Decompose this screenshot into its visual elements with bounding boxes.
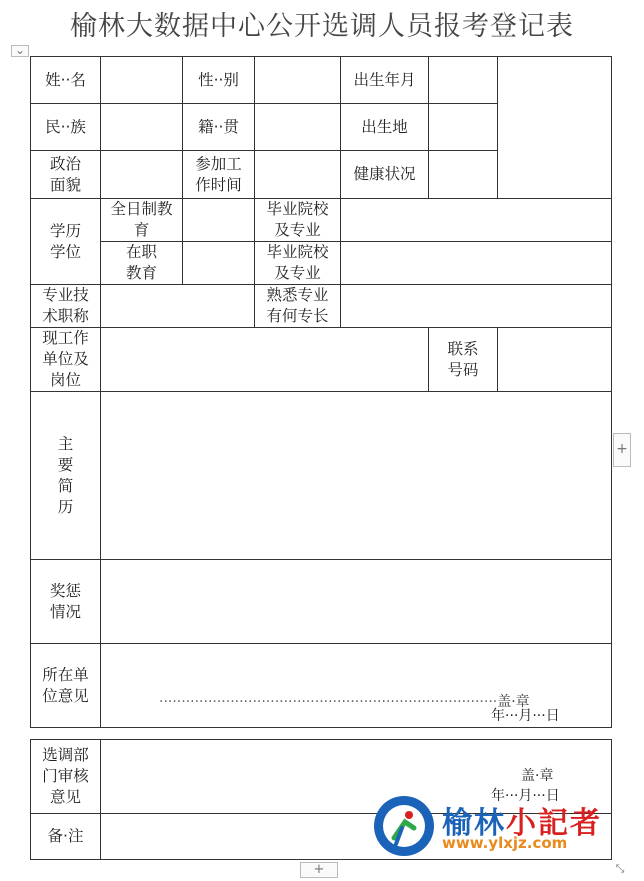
- field-expertise[interactable]: [341, 285, 612, 328]
- field-current-unit[interactable]: [101, 328, 429, 392]
- label-prof-title: 专业技 术职称: [31, 285, 101, 328]
- field-ethnicity[interactable]: [101, 104, 183, 151]
- field-school-2[interactable]: [341, 242, 612, 285]
- field-resume[interactable]: [101, 392, 612, 560]
- label-ethnicity: 民··族: [31, 104, 101, 151]
- field-birthplace[interactable]: [429, 104, 498, 151]
- field-name[interactable]: [101, 57, 183, 104]
- field-origin[interactable]: [255, 104, 341, 151]
- resize-handle[interactable]: ⤡: [615, 862, 625, 875]
- field-fulltime[interactable]: [183, 199, 255, 242]
- label-school-1: 毕业院校 及专业: [255, 199, 341, 242]
- watermark-url: www.ylxjz.com: [442, 834, 568, 852]
- label-education: 学历 学位: [31, 199, 101, 285]
- field-contact[interactable]: [498, 328, 612, 392]
- label-unit-opinion: 所在单 位意见: [31, 644, 101, 728]
- label-work-start: 参加工 作时间: [183, 151, 255, 199]
- label-name: 姓··名: [31, 57, 101, 104]
- label-gender: 性··别: [183, 57, 255, 104]
- label-political: 政治 面貌: [31, 151, 101, 199]
- registration-table: [30, 56, 612, 728]
- label-inservice: 在职 教育: [101, 242, 183, 285]
- label-contact: 联系 号码: [429, 328, 498, 392]
- label-current-unit: 现工作 单位及 岗位: [31, 328, 101, 392]
- label-dept-opinion: 选调部 门审核 意见: [31, 740, 101, 814]
- seal-line: ············································································盖·章: [159, 694, 530, 710]
- page-title: 榆林大数据中心公开选调人员报考登记表: [70, 11, 574, 42]
- label-birth: 出生年月: [341, 57, 429, 104]
- table-move-handle[interactable]: ⌄: [11, 45, 29, 57]
- field-gender[interactable]: [255, 57, 341, 104]
- label-resume: 主 要 简 历: [31, 392, 101, 560]
- date-line: 年···月···日: [491, 708, 560, 724]
- label-awards: 奖惩 情况: [31, 560, 101, 644]
- dept-date: 年···月···日: [491, 788, 560, 804]
- label-expertise: 熟悉专业 有何专长: [255, 285, 341, 328]
- field-work-start[interactable]: [255, 151, 341, 199]
- label-remark: 备·注: [31, 814, 101, 860]
- dept-seal: 盖·章: [521, 768, 554, 784]
- field-unit-opinion[interactable]: [101, 644, 612, 728]
- watermark-brand: 榆林小記者: [442, 806, 602, 841]
- dotted-leader: ············································································: [159, 694, 498, 710]
- watermark: [372, 794, 642, 858]
- field-school-1[interactable]: [341, 199, 612, 242]
- field-birth[interactable]: [429, 57, 498, 104]
- add-row-button[interactable]: +: [300, 862, 338, 878]
- field-prof-title[interactable]: [101, 285, 255, 328]
- field-inservice[interactable]: [183, 242, 255, 285]
- label-school-2: 毕业院校 及专业: [255, 242, 341, 285]
- field-awards[interactable]: [101, 560, 612, 644]
- label-birthplace: 出生地: [341, 104, 429, 151]
- label-fulltime: 全日制教 育: [101, 199, 183, 242]
- label-health: 健康状况: [341, 151, 429, 199]
- field-health[interactable]: [429, 151, 498, 199]
- label-origin: 籍··贯: [183, 104, 255, 151]
- logo-icon: [372, 794, 436, 858]
- add-column-button[interactable]: +: [613, 433, 631, 467]
- photo-box[interactable]: [498, 57, 612, 199]
- field-political[interactable]: [101, 151, 183, 199]
